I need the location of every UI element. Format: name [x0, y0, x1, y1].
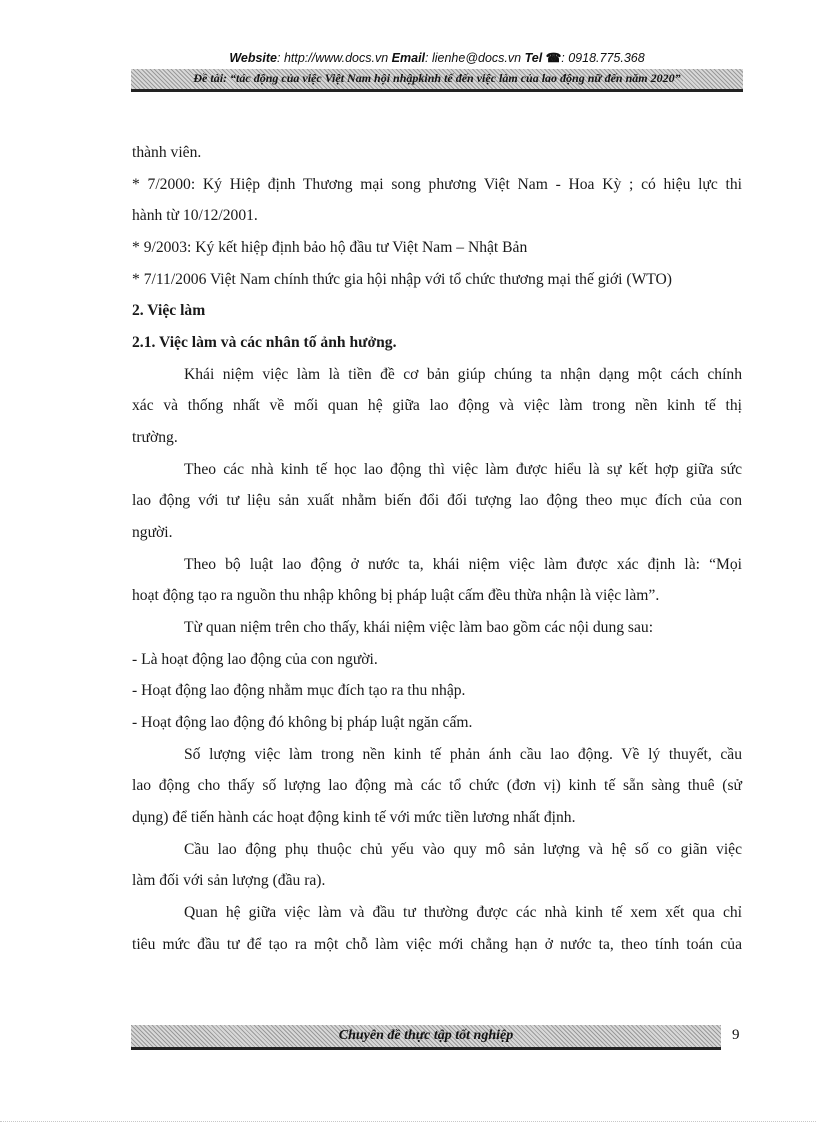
list-item: - Hoạt động lao động nhằm mục đích tạo ra thu nhập.: [132, 682, 466, 699]
text-line: xác và thống nhất về mối quan hệ giữa lao động và việc làm trong nền kinh tế thị: [132, 397, 742, 414]
email-label: Email: [391, 51, 426, 65]
text-line: Số lượng việc làm trong nền kinh tế phản ánh cầu lao động. Về lý thuyết, cầu: [184, 746, 742, 763]
header-contact-line: [132, 50, 742, 65]
text-line: làm đối với sản lượng (đầu ra).: [132, 872, 326, 889]
text-line: tiêu mức đầu tư để tạo ra một chỗ làm việc mới chẳng hạn ở nước ta, theo tính toán của: [132, 936, 742, 953]
footer-band: [131, 1025, 721, 1050]
text-line: Khái niệm việc làm là tiền đề cơ bản giúp chúng ta nhận dạng một cách chính: [184, 366, 742, 383]
section-heading-text: 2. Việc làm: [132, 302, 206, 319]
page-bottom-divider: [0, 1121, 816, 1122]
text-line: thành viên.: [132, 144, 202, 161]
header-topic-band: [131, 69, 743, 92]
text-line: Cầu lao động phụ thuộc chủ yếu vào quy mô sản lượng và hệ số co giãn việc: [184, 841, 742, 858]
text-line: người.: [132, 524, 173, 541]
text-line: lao động với tư liệu sản xuất nhằm biến đổi đối tượng lao động theo mục đích của con: [132, 492, 742, 509]
subsection-heading: [132, 333, 396, 353]
text-line: trường.: [132, 429, 178, 446]
list-item: - Hoạt động lao động đó không bị pháp luật ngăn cấm.: [132, 714, 473, 731]
list-item: - Là hoạt động lao động của con người.: [132, 651, 378, 668]
text-line: Theo các nhà kinh tế học lao động thì việc làm được hiểu là sự kết hợp giữa sức: [184, 461, 742, 478]
website-url: : http://www.docs.vn: [277, 51, 389, 65]
text-line: * 7/2000: Ký Hiệp định Thương mại song phương Việt Nam - Hoa Kỳ ; có hiệu lực thi: [132, 176, 742, 193]
text-line: Quan hệ giữa việc làm và đầu tư thường được các nhà kinh tế xem xết qua chỉ: [184, 904, 742, 921]
text-line: hành từ 10/12/2001.: [132, 207, 258, 224]
email-address: : lienhe@docs.vn: [425, 51, 522, 65]
text-line: lao động cho thấy số lượng lao động mà các tổ chức (đơn vị) kinh tế sẵn sàng thuê (sử: [132, 777, 742, 794]
website-label: Website: [229, 51, 278, 65]
phone-number: : 0918.775.368: [561, 51, 645, 65]
text-line: Từ quan niệm trên cho thấy, khái niệm việc làm bao gồm các nội dung sau:: [184, 619, 654, 636]
page-number: 9: [732, 1027, 740, 1043]
subsection-heading-text: 2.1. Việc làm và các nhân tố ảnh hưởng.: [132, 334, 397, 351]
tel-label: Tel: [524, 51, 543, 65]
document-topic: Đề tài: “tác động của việc Việt Nam hội nhậpkinh tế đến việc làm của lao động nữ đến năm 2020”: [193, 71, 681, 85]
section-heading: [132, 301, 205, 321]
footer-title: Chuyên đề thực tập tốt nghiệp: [338, 1028, 514, 1043]
phone-icon: ☎: [545, 51, 562, 65]
text-line: hoạt động tạo ra nguồn thu nhập không bị pháp luật cấm đều thừa nhận là việc làm”.: [132, 587, 660, 604]
text-line: dụng) để tiến hành các hoạt động kinh tế với mức tiền lương nhất định.: [132, 809, 576, 826]
text-line: Theo bộ luật lao động ở nước ta, khái niệm việc làm được xác định là: “Mọi: [184, 556, 742, 573]
text-line: * 7/11/2006 Việt Nam chính thức gia hội nhập với tổ chức thương mại thế giới (WTO): [132, 271, 672, 288]
text-line: * 9/2003: Ký kết hiệp định bảo hộ đầu tư Việt Nam – Nhật Bản: [132, 239, 528, 256]
